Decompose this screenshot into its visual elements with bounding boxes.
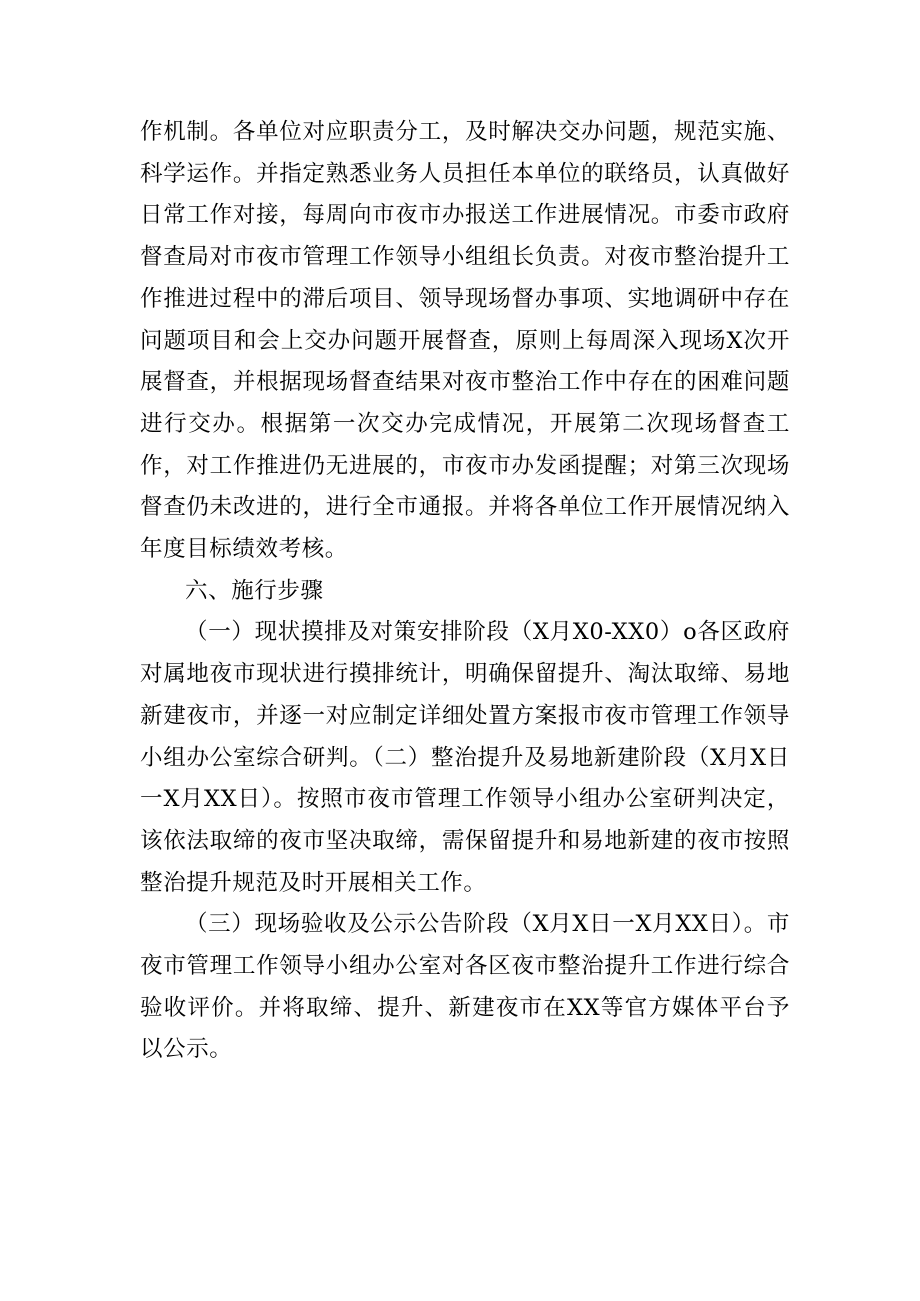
paragraph-stage-three: （三）现场验收及公示公告阶段（X月X日一X月XX日）。市夜市管理工作领导小组办公室对各区夜市整治提升工作进行综合验收评价。并将取缔、提升、新建夜市在XX等官方媒体平台予以公示。 — [140, 911, 790, 1063]
section-heading-implementation-steps: 六、施行步骤 — [185, 577, 324, 604]
paragraph-work-mechanism: 作机制。各单位对应职责分工，及时解决交办问题，规范实施、科学运作。并指定熟悉业务人员担任本单位的联络员，认真做好日常工作对接，每周向市夜市办报送工作进展情况。市委市政府督查局对市夜市管理工作领导小组组长负责。对夜市整治提升工作推进过程中的滞后项目、领导现场督办事项、实地调研中存在问题项目和会上交办问题开展督查，原则上每周深入现场X次开展督查，并根据现场督查结果对夜市整治工作中存在的困难问题进行交办。根据第一次交办完成情况，开展第二次现场督查工作，对工作推进仍无进展的，市夜市办发函提醒；对第三次现场督查仍未改进的，进行全市通报。并将各单位工作开展情况纳入年度目标绩效考核。 — [140, 119, 790, 563]
document-page — [140, 112, 790, 1071]
paragraph-stage-one-two: （一）现状摸排及对策安排阶段（X月X0-XX0）o各区政府对属地夜市现状进行摸排统计，明确保留提升、淘汰取缔、易地新建夜市，并逐一对应制定详细处置方案报市夜市管理工作领导小组办公室综合研判。（二）整治提升及易地新建阶段（X月X日一X月XX日）。按照市夜市管理工作领导小组办公室研判决定，该依法取缔的夜市坚决取缔，需保留提升和易地新建的夜市按照整治提升规范及时开展相关工作。 — [140, 619, 790, 896]
